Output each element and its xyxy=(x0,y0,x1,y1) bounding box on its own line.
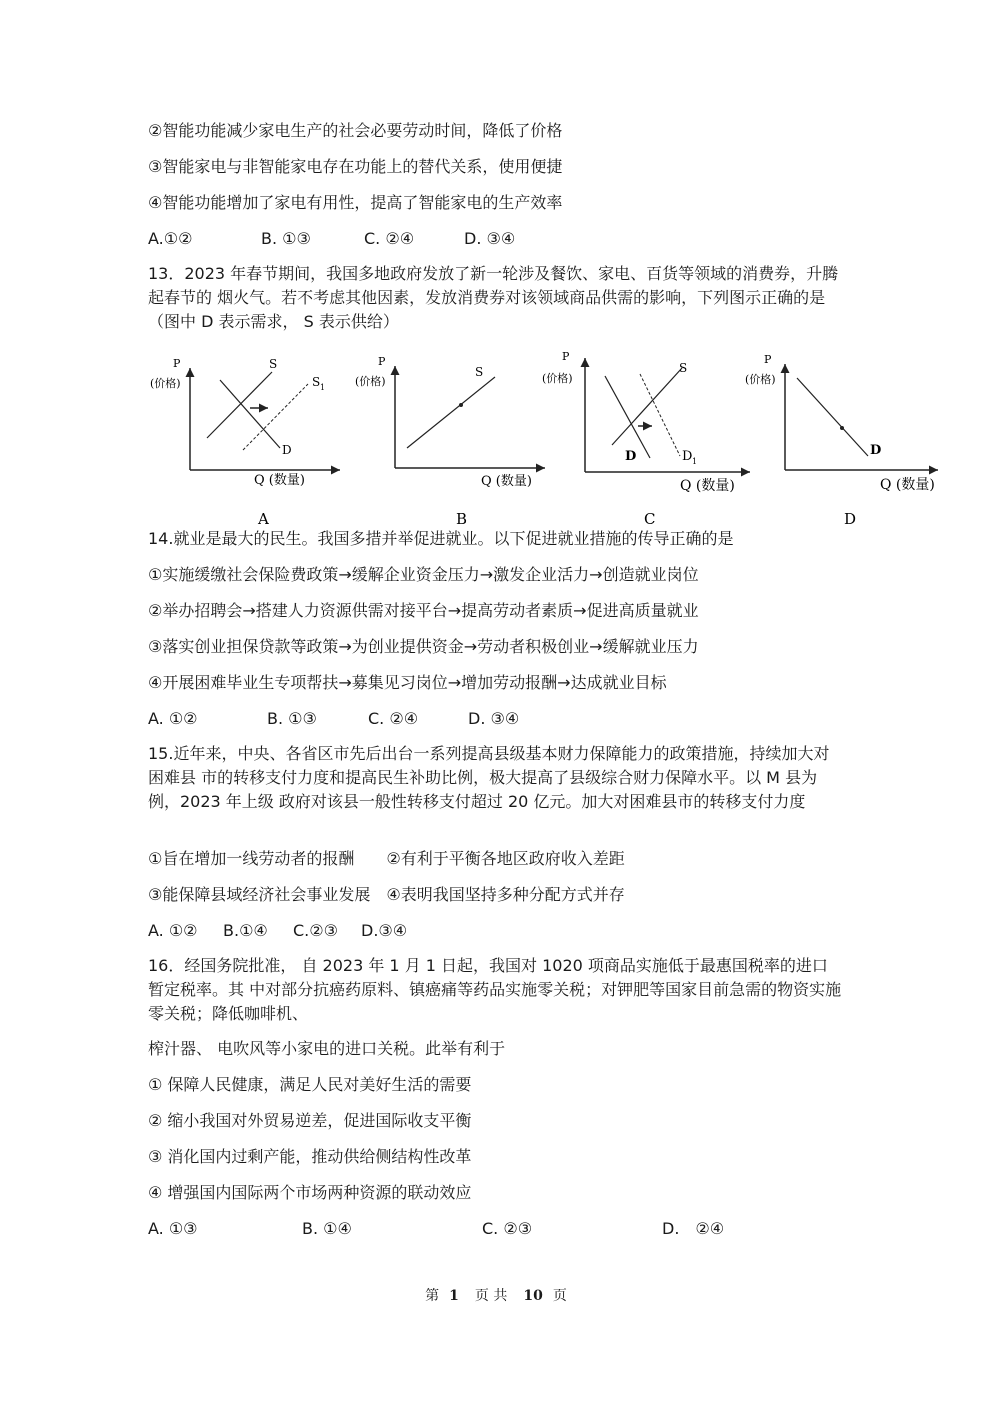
q14-statement-3: ③落实创业担保贷款等政策→为创业提供资金→劳动者积极创业→缓解就业压力 xyxy=(148,637,699,656)
footer-prefix: 第 xyxy=(425,1288,440,1304)
q15-statements-3-4: ③能保障县域经济社会事业发展 ④表明我国坚持多种分配方式并存 xyxy=(148,885,625,904)
p-label: P xyxy=(764,353,772,366)
graph-a xyxy=(150,350,350,534)
supply-label-s1-sub: 1 xyxy=(320,383,326,392)
supply-label-s: S xyxy=(475,365,484,379)
total-pages: 10 xyxy=(523,1288,543,1304)
option-c: C. ②④ xyxy=(368,709,419,728)
option-b: B. ①④ xyxy=(302,1219,352,1238)
demand-label-d1: D xyxy=(682,449,693,464)
option-b: B. ①③ xyxy=(267,709,317,728)
q15-options xyxy=(148,921,407,941)
option-c: C. ②④ xyxy=(364,229,415,248)
q12-statement-3: ③智能家电与非智能家电存在功能上的替代关系，使用便捷 xyxy=(148,157,563,176)
q16-statement-2: ② 缩小我国对外贸易逆差，促进国际收支平衡 xyxy=(148,1111,472,1130)
option-c: C.②③ xyxy=(293,921,338,940)
demand-label-d: D xyxy=(870,443,882,458)
quantity-label: Q (数量) xyxy=(680,478,735,494)
q14-options xyxy=(148,709,519,729)
option-a: A. ①② xyxy=(148,921,198,940)
price-label: (价格) xyxy=(542,372,573,385)
option-d: D. ③④ xyxy=(464,229,516,248)
graph-d-caption: D xyxy=(844,510,857,528)
q12-options xyxy=(148,229,515,249)
option-b: B.①④ xyxy=(223,921,268,940)
graph-c-caption: C xyxy=(644,510,656,528)
demand-label-d: D xyxy=(282,443,292,457)
option-d: D. ③④ xyxy=(468,709,520,728)
demand-label-d1-sub: 1 xyxy=(692,457,698,466)
option-a: A. ①② xyxy=(148,709,198,728)
q14-stem: 14.就业是最大的民生。我国多措并举促进就业。以下促进就业措施的传导正确的是 xyxy=(148,529,734,548)
graph-a-caption: A xyxy=(258,510,269,528)
q14-statement-1: ①实施缓缴社会保险费政策→缓解企业资金压力→激发企业活力→创造就业岗位 xyxy=(148,565,699,584)
q14-statement-4: ④开展困难毕业生专项帮扶→募集见习岗位→增加劳动报酬→达成就业目标 xyxy=(148,673,667,692)
quantity-label: Q (数量) xyxy=(481,474,532,489)
q14-statement-2: ②举办招聘会→搭建人力资源供需对接平台→提高劳动者素质→促进高质量就业 xyxy=(148,601,699,620)
price-label: (价格) xyxy=(355,375,386,388)
option-a: A. ①③ xyxy=(148,1219,198,1238)
option-b: B. ①③ xyxy=(261,229,311,248)
price-label: (价格) xyxy=(150,377,181,390)
q16-statement-3: ③ 消化国内过剩产能，推动供给侧结构性改革 xyxy=(148,1147,472,1166)
q16-statement-4: ④ 增强国内国际两个市场两种资源的联动效应 xyxy=(148,1183,472,1202)
q15-statements-1-2: ①旨在增加一线劳动者的报酬 ②有利于平衡各地区政府收入差距 xyxy=(148,849,625,868)
quantity-label: Q (数量) xyxy=(880,477,935,493)
page-footer xyxy=(0,1285,992,1305)
q12-statement-4: ④智能功能增加了家电有用性，提高了智能家电的生产效率 xyxy=(148,193,563,212)
q12-statement-2: ②智能功能减少家电生产的社会必要劳动时间，降低了价格 xyxy=(148,121,563,140)
q13-stem: 13．2023 年春节期间，我国多地政府发放了新一轮涉及餐饮、家电、百货等领域的消费券，升腾起春节的 烟火气。若不考虑其他因素，发放消费券对该领域商品供需的影响，下列图示正确的是（图中 D 表示需求， S 表示供给） xyxy=(148,264,839,331)
graph-c xyxy=(540,350,770,534)
graph-d xyxy=(740,350,950,534)
quantity-label: Q (数量) xyxy=(254,473,305,488)
footer-suffix: 页 xyxy=(552,1288,567,1304)
page-number: 1 xyxy=(449,1288,459,1304)
graph-b-caption: B xyxy=(456,510,468,528)
p-label: P xyxy=(173,357,181,370)
graph-b xyxy=(355,350,555,534)
q16-stem: 16．经国务院批准， 自 2023 年 1 月 1 日起，我国对 1020 项商品实施低于最惠国税率的进口暂定税率。其 中对部分抗癌药原料、镇癌痛等药品实施零关税；对钾肥等国家目前急需的物资实施零关税；降低咖啡机、 xyxy=(148,956,842,1023)
supply-label-s: S xyxy=(679,361,688,375)
option-d: D. ②④ xyxy=(662,1219,725,1238)
footer-middle: 页 共 xyxy=(474,1288,508,1304)
p-label: P xyxy=(562,350,570,363)
option-c: C. ②③ xyxy=(482,1219,533,1238)
p-label: P xyxy=(378,355,386,368)
supply-label-s: S xyxy=(269,357,278,371)
option-d: D.③④ xyxy=(361,921,408,940)
supply-label-s1: S xyxy=(312,375,321,389)
q16-options xyxy=(148,1219,724,1239)
q15-stem: 15.近年来，中央、各省区市先后出台一系列提高县级基本财力保障能力的政策措施，持续加大对困难县 市的转移支付力度和提高民生补助比例，极大提高了县级综合财力保障水平。以 M 县为例，2023 年上级 政府对该县一般性转移支付超过 20 亿元。加大对困难县市的转移支付力度 xyxy=(148,744,830,811)
option-a: A.①② xyxy=(148,229,193,248)
demand-label-d: D xyxy=(625,449,637,464)
price-label: (价格) xyxy=(745,373,776,386)
q16-stem-continued: 榨汁器、 电吹风等小家电的进口关税。此举有利于 xyxy=(148,1039,506,1058)
q16-statement-1: ① 保障人民健康，满足人民对美好生活的需要 xyxy=(148,1075,472,1094)
